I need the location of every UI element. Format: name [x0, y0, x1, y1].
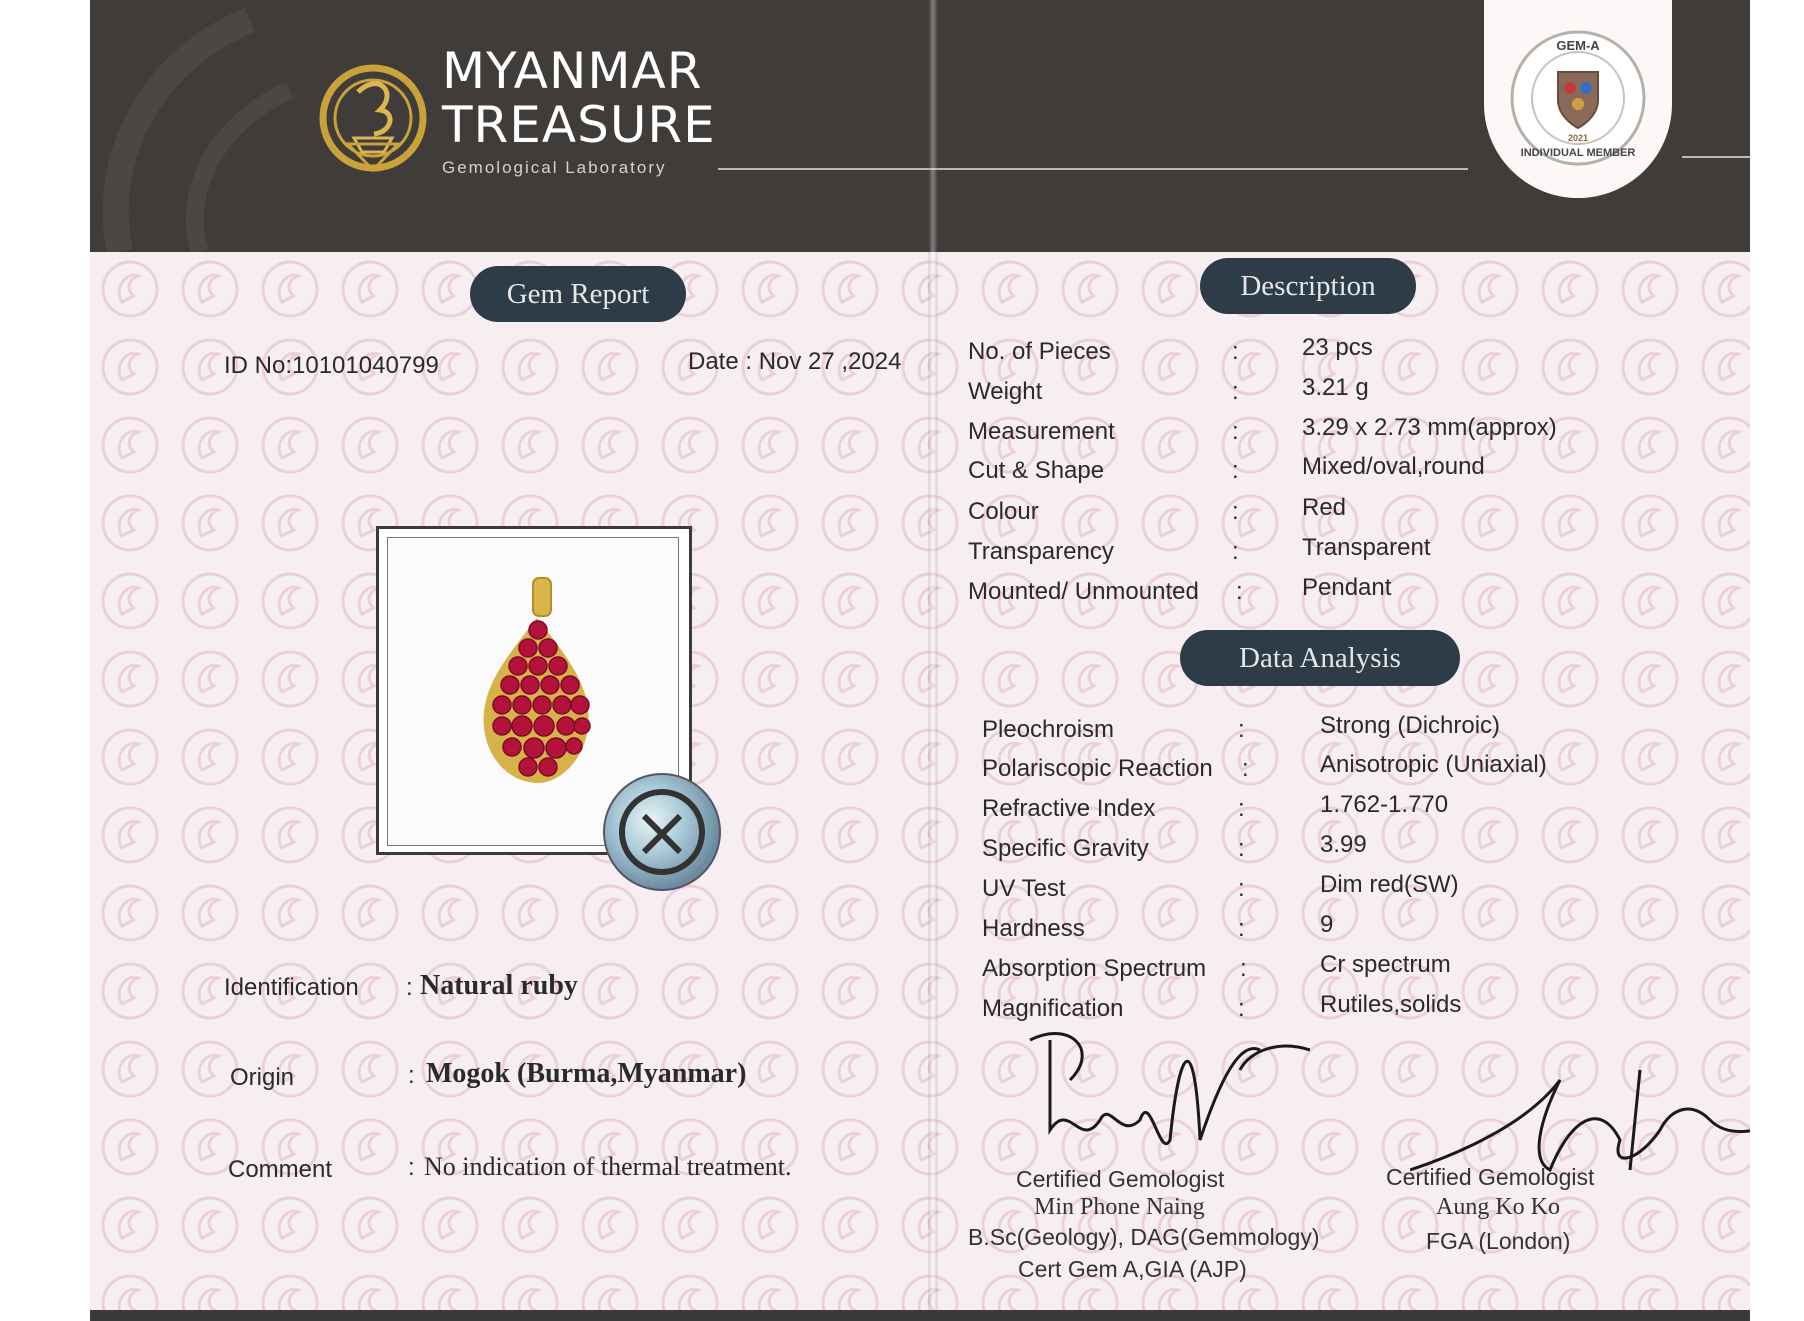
- desc-label: Weight: [968, 378, 1043, 405]
- analysis-value: Cr spectrum: [1320, 951, 1451, 978]
- badge-bottom-text: INDIVIDUAL MEMBER: [1520, 147, 1636, 159]
- signature2-name: Aung Ko Ko: [1436, 1194, 1560, 1220]
- identification-sep: :: [406, 974, 413, 1001]
- brand-name-line2: TREASURE: [442, 96, 716, 154]
- signature1-qual: B.Sc(Geology), DAG(Gemmology): [968, 1224, 1320, 1250]
- analysis-value: Dim red(SW): [1320, 871, 1459, 898]
- desc-label: Mounted/ Unmounted: [968, 578, 1199, 605]
- analysis-label: Pleochroism: [982, 716, 1115, 743]
- desc-label: Cut & Shape: [968, 457, 1105, 484]
- desc-label: Colour: [968, 498, 1039, 525]
- analysis-sep: :: [1238, 795, 1245, 822]
- brand-subtitle: Gemological Laboratory: [442, 158, 667, 177]
- report-id: ID No:10101040799: [224, 352, 439, 379]
- identification-label: Identification: [224, 974, 359, 1001]
- gem-a-member-badge: [1484, 0, 1672, 198]
- analysis-value: Strong (Dichroic): [1320, 712, 1501, 739]
- desc-value: Pendant: [1302, 574, 1392, 601]
- origin-sep: :: [408, 1062, 415, 1089]
- signature1-qual: Cert Gem A,GIA (AJP): [1018, 1256, 1247, 1282]
- desc-value: Transparent: [1302, 534, 1431, 561]
- analysis-value: 3.99: [1320, 831, 1367, 858]
- origin-label: Origin: [230, 1064, 295, 1091]
- bottom-bar: [90, 1310, 1750, 1321]
- desc-value: Red: [1302, 494, 1347, 521]
- header-divider-line-right: [1682, 156, 1750, 158]
- origin-value: Mogok (Burma,Myanmar): [426, 1058, 747, 1089]
- desc-sep: :: [1232, 338, 1239, 365]
- report-date: Date : Nov 27 ,2024: [688, 348, 902, 375]
- signature2-role: Certified Gemologist: [1386, 1164, 1595, 1190]
- desc-value: 23 pcs: [1302, 334, 1373, 361]
- desc-sep: :: [1232, 378, 1239, 405]
- desc-label: Measurement: [968, 418, 1115, 445]
- analysis-sep: :: [1242, 755, 1249, 782]
- desc-sep: :: [1232, 538, 1239, 565]
- description-heading: Description: [1200, 258, 1416, 314]
- signature-min-phone-naing: [1010, 1020, 1310, 1180]
- signature1-role: Certified Gemologist: [1016, 1166, 1225, 1192]
- analysis-value: Anisotropic (Uniaxial): [1320, 751, 1547, 778]
- analysis-label: Magnification: [982, 995, 1124, 1022]
- header-band: [90, 0, 1750, 252]
- analysis-label: UV Test: [982, 875, 1066, 902]
- analysis-label: Refractive Index: [982, 795, 1156, 822]
- badge-top-text: GEM-A: [1556, 38, 1600, 53]
- analysis-sep: :: [1238, 875, 1245, 902]
- comment-value: No indication of thermal treatment.: [424, 1152, 792, 1181]
- analysis-sep: :: [1238, 716, 1245, 743]
- comment-sep: :: [408, 1154, 415, 1181]
- header-divider-line: [718, 168, 1468, 170]
- analysis-value: 1.762-1.770: [1320, 791, 1449, 818]
- desc-label: No. of Pieces: [968, 338, 1111, 365]
- analysis-label: Absorption Spectrum: [982, 955, 1207, 982]
- analysis-sep: :: [1238, 995, 1245, 1022]
- ruby-stones: [493, 621, 590, 776]
- data-analysis-heading: Data Analysis: [1180, 630, 1460, 686]
- desc-value: Mixed/oval,round: [1302, 453, 1485, 480]
- signature2-qual: FGA (London): [1426, 1228, 1571, 1254]
- desc-sep: :: [1232, 457, 1239, 484]
- desc-sep: :: [1232, 498, 1239, 525]
- desc-sep: :: [1236, 578, 1243, 605]
- hologram-seal-icon: [600, 770, 724, 894]
- analysis-label: Hardness: [982, 915, 1085, 942]
- badge-year-text: 2021: [1567, 133, 1589, 143]
- desc-value: 3.21 g: [1302, 374, 1369, 401]
- analysis-value: 9: [1320, 911, 1334, 938]
- analysis-sep: :: [1238, 835, 1245, 862]
- identification-value: Natural ruby: [420, 970, 578, 1001]
- desc-sep: :: [1232, 418, 1239, 445]
- analysis-value: Rutiles,solids: [1320, 991, 1462, 1018]
- analysis-sep: :: [1240, 955, 1247, 982]
- analysis-label: Specific Gravity: [982, 835, 1149, 862]
- comment-label: Comment: [228, 1156, 333, 1183]
- gem-report-heading: Gem Report: [470, 266, 686, 322]
- desc-label: Transparency: [968, 538, 1114, 565]
- desc-value: 3.29 x 2.73 mm(approx): [1302, 414, 1557, 441]
- analysis-label: Polariscopic Reaction: [982, 755, 1213, 782]
- certificate-card: [90, 0, 1750, 1321]
- signature1-name: Min Phone Naing: [1034, 1194, 1205, 1220]
- analysis-sep: :: [1238, 915, 1245, 942]
- center-fold: [928, 0, 938, 1321]
- brand-name-line1: MYANMAR: [442, 42, 703, 100]
- brand-logo-icon: [318, 52, 432, 182]
